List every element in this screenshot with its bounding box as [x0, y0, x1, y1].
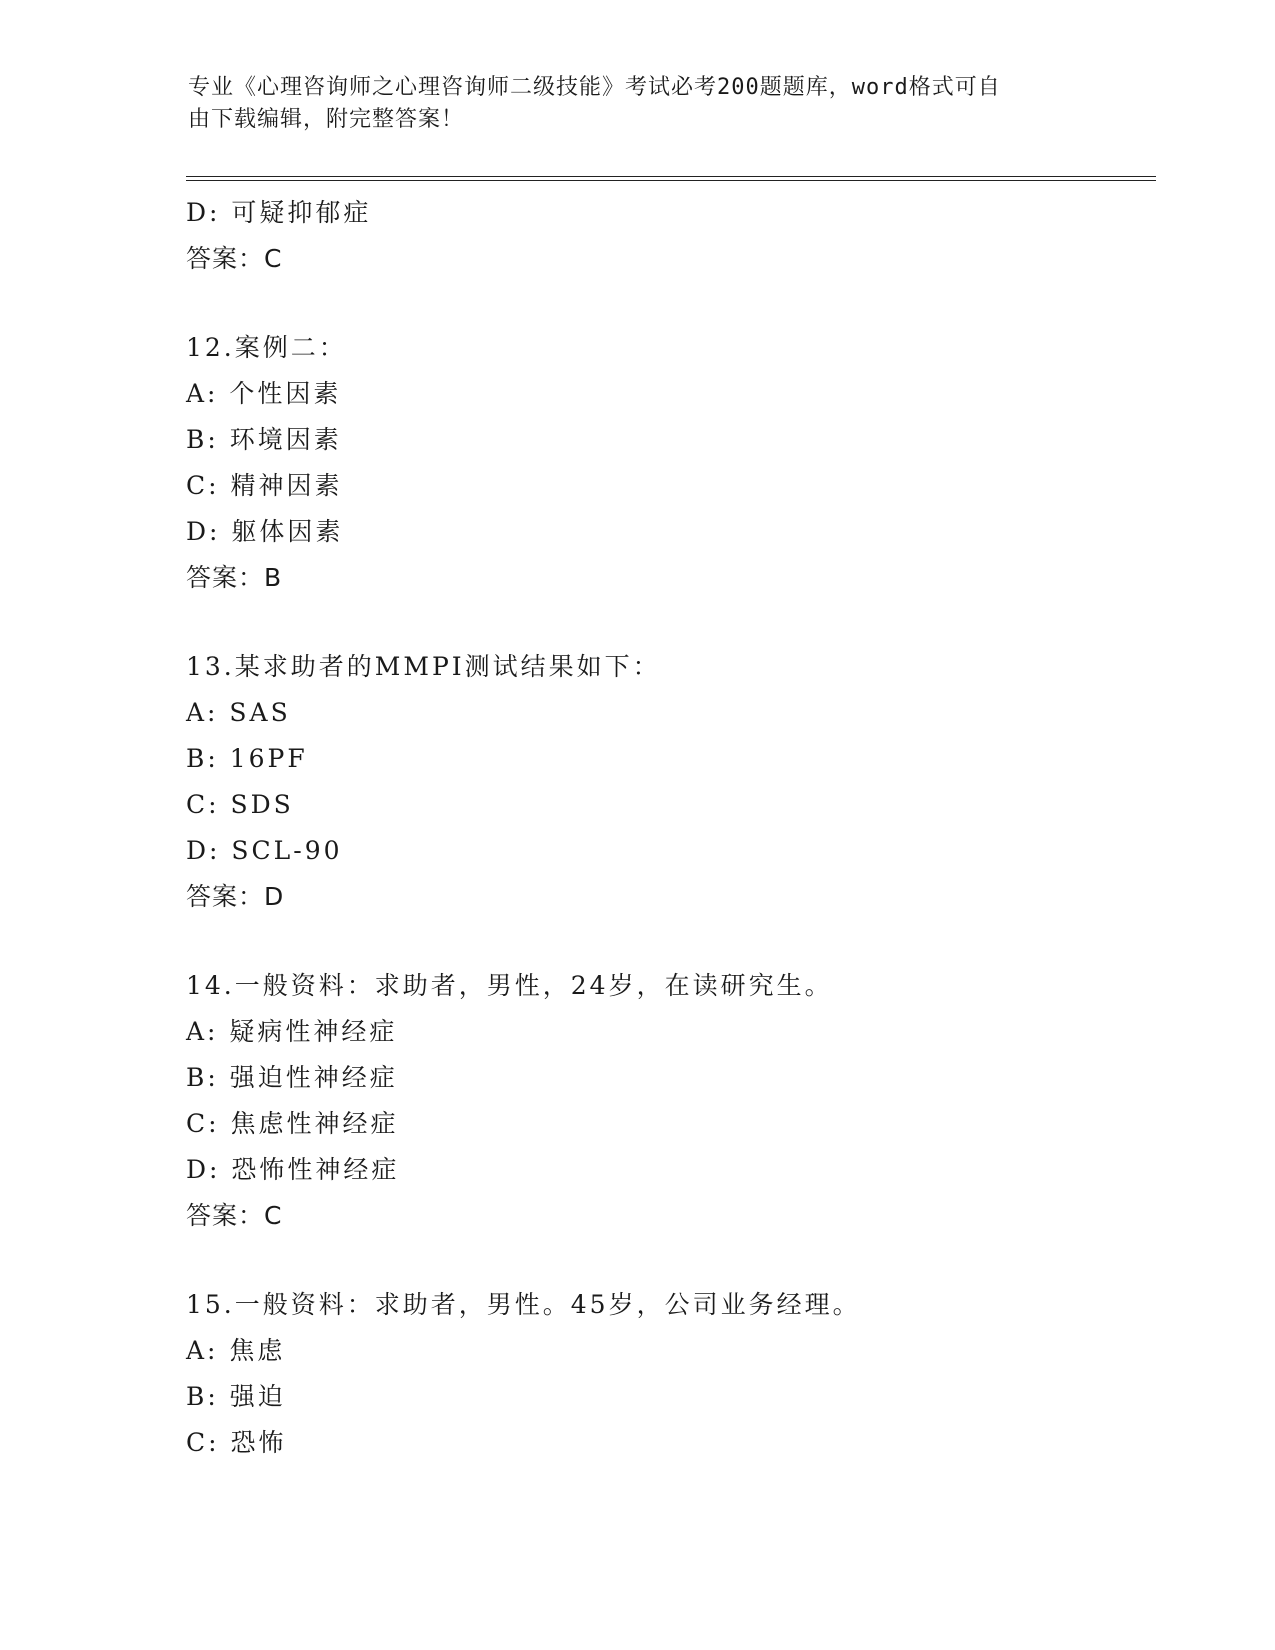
- document-header: [188, 72, 1068, 136]
- option-line: D: 躯体因素: [186, 517, 344, 546]
- question-stem: 13.某求助者的MMPI测试结果如下：: [186, 652, 661, 681]
- option-line: A: SAS: [186, 698, 291, 727]
- question-list: [186, 190, 1166, 1466]
- option-line: C: 焦虑性神经症: [186, 1109, 399, 1138]
- header-rule-top: [186, 176, 1156, 177]
- option-line: D: 恐怖性神经症: [186, 1155, 400, 1184]
- option-line: A: 个性因素: [186, 379, 342, 408]
- question-stem: 12.案例二：: [186, 333, 347, 362]
- answer-line: 答案：D: [186, 882, 285, 911]
- option-line: D: 可疑抑郁症: [186, 198, 372, 227]
- header-line-1: 专业《心理咨询师之心理咨询师二级技能》考试必考200题题库，word格式可自: [188, 75, 1001, 100]
- option-line: B: 环境因素: [186, 425, 342, 454]
- option-line: A: 疑病性神经症: [186, 1017, 398, 1046]
- option-line: D: SCL-90: [186, 836, 343, 865]
- question-block-15: [186, 1282, 1166, 1466]
- option-line: A: 焦虑: [186, 1336, 286, 1365]
- header-line-2: 由下载编辑，附完整答案！: [188, 107, 465, 132]
- question-block-12: [186, 325, 1166, 601]
- option-line: C: SDS: [186, 790, 294, 819]
- question-stem: 15.一般资料：求助者，男性。45岁，公司业务经理。: [186, 1290, 861, 1319]
- question-block-14: [186, 963, 1166, 1239]
- option-line: B: 16PF: [186, 744, 308, 773]
- option-line: B: 强迫性神经症: [186, 1063, 398, 1092]
- question-stem: 14.一般资料：求助者，男性，24岁，在读研究生。: [186, 971, 833, 1000]
- question-block-13: [186, 644, 1166, 920]
- header-rule-bottom: [186, 180, 1156, 181]
- option-line: B: 强迫: [186, 1382, 286, 1411]
- answer-line: 答案：C: [186, 244, 283, 273]
- answer-line: 答案：B: [186, 563, 283, 592]
- option-line: C: 恐怖: [186, 1428, 287, 1457]
- option-line: C: 精神因素: [186, 471, 343, 500]
- answer-line: 答案：C: [186, 1201, 283, 1230]
